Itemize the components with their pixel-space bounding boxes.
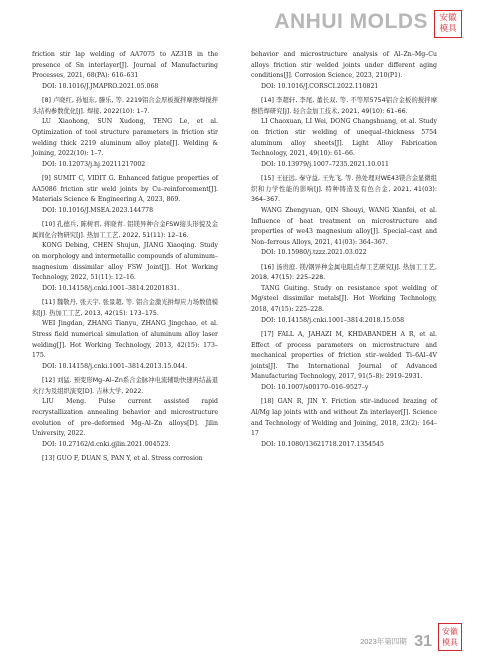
- reference-text: [13] GUO F, DUAN S, PAN Y, et al. Stress corrosion: [42, 455, 203, 463]
- reference-text: friction stir lap welding of AA7075 to AZ31B in the presence of Sn interlayer[J]. Journal of Manufacturing Processes, 2021, 68(PA): 616–631: [32, 51, 218, 80]
- references-left-column: [32, 50, 218, 469]
- journal-brand: ANHUI MOLDS: [274, 10, 428, 33]
- reference-text: LI Chaoxuan, LI Wei, DONG Changshuang, et al. Study on friction stir welding of unequal–thickness 5754 aluminum alloy sheets[J]. Light Alloy Fabrication Technology, 2021, 49(10): 61–66.: [251, 118, 437, 158]
- reference-doi: DOI: 10.1016/J.MSEA.2023.144778: [42, 206, 154, 214]
- reference-entry: [32, 50, 218, 92]
- reference-entry: [251, 174, 437, 259]
- reference-text: TANG Guiting. Study on resistance spot welding of Mg/steel dissimilar metals[J]. Hot Working Technology, 2018, 47(15): 225–228.: [251, 284, 437, 314]
- reference-entry: [32, 174, 218, 216]
- reference-doi: DOI: 10.14158/j.cnki.1001–3814.20201831.: [42, 284, 180, 292]
- page-footer: [360, 633, 432, 651]
- reference-entry: [32, 376, 218, 450]
- reference-entry: [32, 298, 218, 372]
- reference-entry: [251, 50, 437, 92]
- reference-text: behavior and microstructure analysis of Al–Zn–Mg–Cu alloys friction stir welded joints under different aging conditions[J]. Corrosion Science, 2023, 210(P1).: [251, 51, 437, 80]
- reference-entry: [251, 330, 437, 394]
- page-header: [0, 0, 480, 46]
- reference-doi: DOI: 10.1016/J.CORSCI.2022.110821: [261, 82, 379, 90]
- reference-text: [16] 汤贵庭. 镁/钢异种金属电阻点焊工艺研究[J]. 热加工工艺, 2018, 47(15): 225–228.: [251, 263, 437, 282]
- reference-doi: DOI: 10.1016/J.JMAPRO.2021.05.068: [42, 82, 159, 90]
- reference-doi: DOI: 10.15980/j.tzzz.2021.03.022: [261, 249, 367, 257]
- reference-doi: DOI: 10.27162/d.cnki.gjlin.2021.004523.: [42, 440, 171, 448]
- reference-text: KONG Debing, CHEN Shujun, JIANG Xiaoqing. Study on morphology and intermetallic compounds of aluminum–magnesium dissimilar alloy FSW Joint[J]. Hot Working Technology, 2022, 51(11): 12–16.: [32, 242, 218, 282]
- reference-text: [10] 孔德兵, 陈树君, 蒋晓青. 铝镁异种合金FSW接头形貌及金属间化合物研究[J]. 热加工工艺, 2022, 51(11): 12–16.: [32, 221, 218, 239]
- journal-seal-logo: 安徽 模具: [434, 10, 462, 38]
- reference-text: [9] SUMIT C, VIDIT G. Enhanced fatigue properties of AA5086 friction stir weld joints by Cu–reinforcement[J]. Materials Science & Engineering A, 2023, 869.: [32, 175, 218, 204]
- reference-text: [18] GAN R, JIN Y. Friction stir–induced brazing of Al/Mg lap joints with and without Zn interlayer[J]. Science and Technology of Welding and Joining, 2018, 23(2): 164–17: [251, 398, 437, 438]
- footer-seal-logo: 安徽 模具: [438, 623, 462, 651]
- reference-doi: DOI: 10.1007/s00170–016–9527–y: [261, 384, 369, 391]
- reference-text: [15] 王征远, 秦守益, 王先飞, 等. 热处理对WE43镁合金显微组织和力学性能的影响[J]. 特种铸造及有色合金, 2021, 41(03): 364–367.: [251, 175, 437, 204]
- reference-text: WANG Zhengyuan, QIN Shouyi, WANG Xianfei, et al. Influence of heat treatment on microstructure and properties of we43 magnesium alloy[J]. Special–cast and Non–ferrous Alloys, 2021, 41(03): 364–367.: [251, 206, 437, 246]
- reference-entry: [32, 220, 218, 294]
- reference-entry: [32, 96, 218, 170]
- reference-text: [11] 魏敬丹, 张天宇, 张景超, 等. 铝合金激光拼焊应力场数值模拟[J]. 热加工工艺, 2013, 42(15): 173–175.: [32, 299, 218, 317]
- reference-entry: [251, 263, 437, 327]
- page-number: 31: [414, 633, 432, 650]
- references-right-column: [251, 50, 437, 454]
- reference-text: WEI Jingdan, ZHANG Tianyu, ZHANG Jingchao, et al. Stress field numerical simulation of aluminum alloy laser welding[J]. Hot Working Technology, 2013, 42(15): 173–175.: [32, 320, 218, 360]
- reference-doi: DOI: 10.1080/13621718.2017.1354545: [261, 440, 384, 448]
- reference-text: [14] 李超轩, 李尾, 董长双, 等. 不等厚5754铝合金板的搅拌摩擦搭焊研究[J]. 轻合金加工技术, 2021, 49(10): 61–66.: [251, 97, 437, 115]
- issue-label: 2023年第四期: [360, 637, 407, 646]
- reference-text: [12] 刘猛. 预变形Mg–Al–Zn系合金脉冲电流辅助快速再结晶退火行为及组织演变[D]. 吉林大学, 2022.: [32, 377, 218, 395]
- reference-text: LU Xiaohong, SUN Xudong, TENG Le, et al. Optimization of tool structure parameters in friction stir welding thick 2219 aluminum alloy plate[J]. Welding & Joining, 2022(10): 1–7.: [32, 118, 218, 158]
- reference-text: [8] 卢晓红, 孙旭东, 滕乐, 等. 2219铝合金厚板搅拌摩擦焊搅拌头结构参数优化[J]. 焊接, 2022(10): 1–7.: [32, 97, 218, 115]
- reference-entry: [251, 397, 437, 450]
- reference-doi: DOI: 10.13979/j.1007–7235.2021.10.011: [261, 160, 389, 168]
- reference-text: LIU Meng. Pulse current assisted rapid recrystallization annealing behavior and microstructure evolution of pre–deformed Mg–Al–Zn alloys[D]. Jilin University, 2022.: [32, 398, 218, 438]
- reference-doi: DOI: 10.14158/j.cnki.1001–3814.2018.15.058: [261, 316, 405, 324]
- reference-doi: DOI: 10.12073/j.hj.20211217002: [42, 160, 146, 168]
- reference-entry: [251, 96, 437, 170]
- reference-text: [17] FALL A, JAHAZI M, KHDABANDEH A R, et al. Effect of process parameters on microstructure and mechanical properties of friction stir–welded Ti–6Al–4V joints[J]. The International Journal of Advanced Manufacturing Technology, 2017, 91(5–8): 2919–2931.: [251, 331, 437, 381]
- reference-entry: [32, 454, 218, 465]
- reference-doi: DOI: 10.14158/j.cnki.1001–3814.2013.15.044.: [42, 362, 188, 370]
